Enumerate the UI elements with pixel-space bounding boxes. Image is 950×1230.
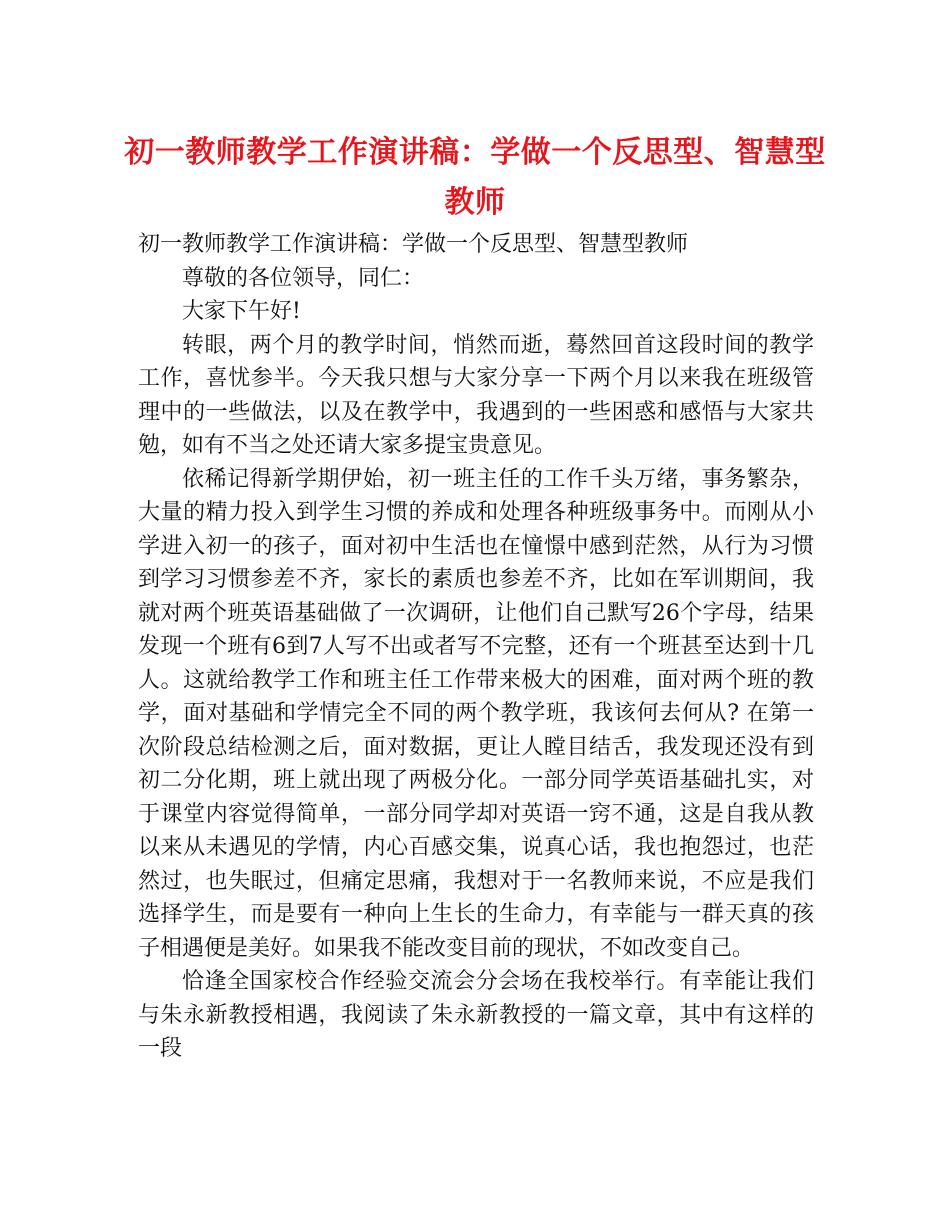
body-paragraph: 转眼，两个月的教学时间，悄然而逝，蓦然回首这段时间的教学工作，喜忧参半。今天我只想与大家分享一下两个月以来我在班级管理中的一些做法，以及在教学中，我遇到的一些困惑和感悟与大家共勉，如有不当之处还请大家多提宝贵意见。 xyxy=(138,332,814,458)
document-body xyxy=(138,228,814,1066)
body-paragraph: 恰逢全国家校合作经验交流会分会场在我校举行。有幸能让我们与朱永新教授相遇，我阅读了朱永新教授的一篇文章，其中有这样的一段 xyxy=(138,969,814,1061)
salutation-paragraph: 尊敬的各位领导，同仁： xyxy=(182,265,425,291)
greeting-paragraph: 大家下午好! xyxy=(182,299,301,324)
document-title: 初一教师教学工作演讲稿：学做一个反思型、智慧型教师 xyxy=(124,135,826,220)
body-paragraph: 依稀记得新学期伊始，初一班主任的工作千头万绪，事务繁杂，大量的精力投入到学生习惯的养成和处理各种班级事务中。而刚从小学进入初一的孩子，面对初中生活也在憧憬中感到茫然，从行为习惯到学习习惯参差不齐，家长的素质也参差不齐，比如在军训期间，我就对两个班英语基础做了一次调研，让他们自己默写26个字母，结果发现一个班有6到7人写不出或者写不完整，还有一个班甚至达到十几人。这就给教学工作和班主任工作带来极大的困难，面对两个班的教学，面对基础和学情完全不同的两个教学班，我该何去何从? 在第一次阶段总结检测之后，面对数据，更让人瞠目结舌，我发现还没有到初二分化期，班上就出现了两极分化。一部分同学英语基础扎实，对于课堂内容觉得简单，一部分同学却对英语一窍不通，这是自我从教以来从未遇见的学情，内心百感交集，说真心话，我也抱怨过，也茫然过，也失眠过，但痛定思痛，我想对于一名教师来说，不应是我们选择学生，而是要有一种向上生长的生命力，有幸能与一群天真的孩子相遇便是美好。如果我不能改变目前的现状，不如改变自己。 xyxy=(138,466,814,961)
subtitle-paragraph: 初一教师教学工作演讲稿：学做一个反思型、智慧型教师 xyxy=(138,232,689,257)
